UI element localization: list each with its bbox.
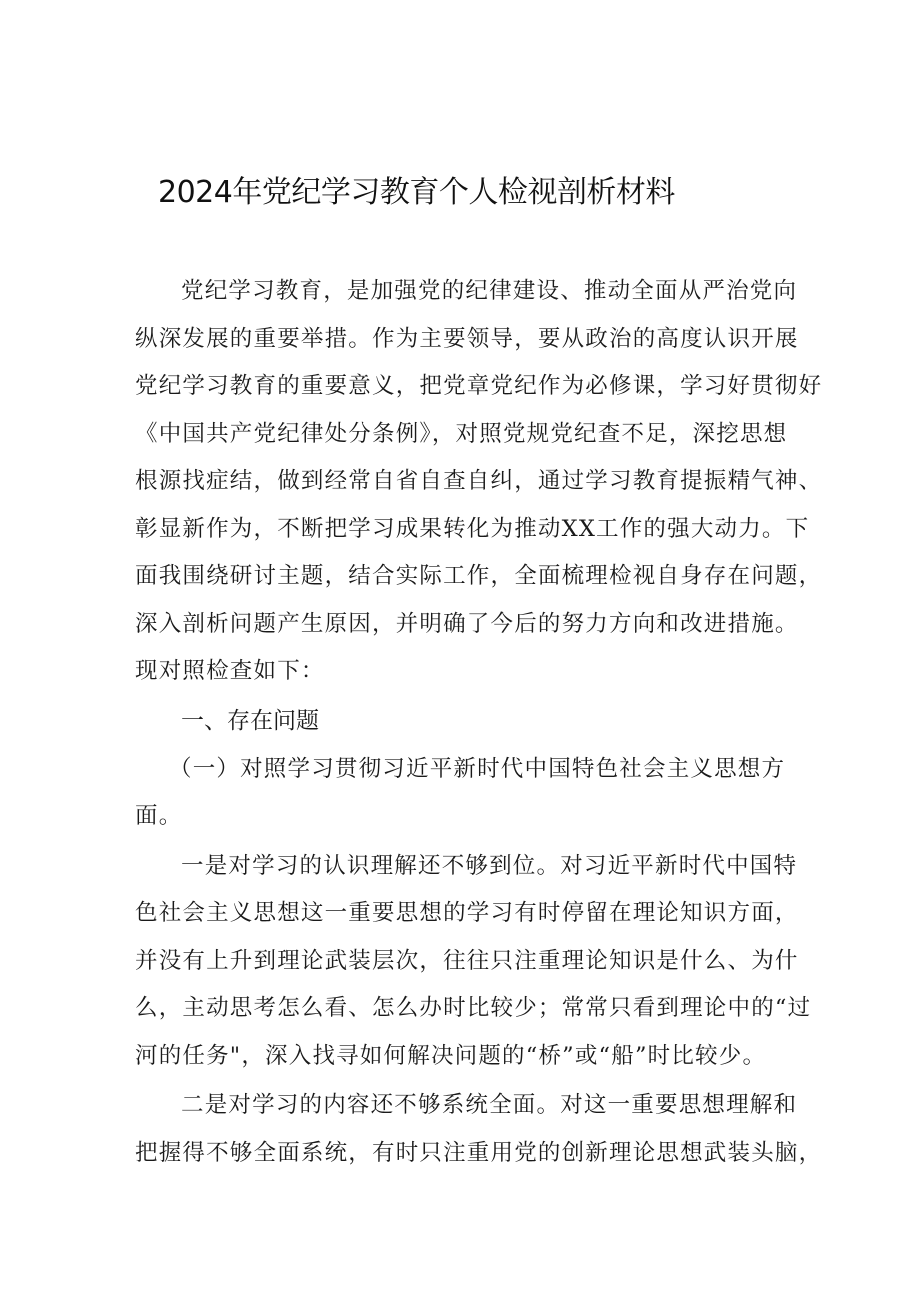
text-line: 党纪学习教育，是加强党的纪律建设、推动全面从严治党向 — [181, 278, 798, 304]
text-line: 党纪学习教育的重要意义，把党章党纪作为必修课，学习好贯彻好 — [135, 373, 823, 399]
subsection-heading — [135, 746, 795, 841]
point-paragraph-2 — [135, 1082, 823, 1177]
text-line: （一）对照学习贯彻习近平新时代中国特色社会主义思想方 — [169, 755, 786, 782]
text-line: 河的任务"，深入找寻如何解决问题的“桥”或“船”时比较少。 — [135, 1042, 767, 1069]
text-line: 一是对学习的认识理解还不够到位。对习近平新时代中国特 — [181, 852, 798, 879]
text-line: 色社会主义思想这一重要思想的学习有时停留在理论知识方面， — [135, 900, 799, 926]
text-line: 么，主动思考怎么看、怎么办时比较少；常常只看到理论中的“过 — [135, 995, 812, 1021]
intro-paragraph — [135, 268, 823, 696]
text-line: 面。 — [135, 803, 183, 829]
text-line: 纵深发展的重要举措。作为主要领导，要从政治的高度认识开展 — [135, 325, 799, 352]
text-line: 根源找症结，做到经常自省自查自纠，通过学习教育提振精气神、 — [135, 468, 823, 494]
text-line: 二是对学习的内容还不够系统全面。对这一重要思想理解和 — [181, 1092, 798, 1118]
document-title: 2024年党纪学习教育个人检视剖析材料 — [158, 175, 675, 210]
text-line: 把握得不够全面系统，有时只注重用党的创新理论思想武装头脑， — [135, 1139, 823, 1166]
text-line: 面我围绕研讨主题，结合实际工作，全面梳理检视自身存在问题， — [135, 563, 823, 589]
document-body — [135, 268, 823, 1177]
point-paragraph-1 — [135, 843, 812, 1081]
section-heading: 一、存在问题 — [181, 707, 319, 734]
text-line: 现对照检查如下： — [135, 658, 325, 684]
text-line: 彰显新作为，不断把学习成果转化为推动XX工作的强大动力。下 — [135, 515, 810, 542]
text-line: 《中国共产党纪律处分条例》，对照党规党纪查不足，深挖思想 — [135, 420, 788, 447]
text-line: 并没有上升到理论武装层次，往往只注重理论知识是什么、为什 — [135, 947, 799, 974]
text-line: 深入剖析问题产生原因，并明确了今后的努力方向和改进措施。 — [135, 610, 799, 637]
